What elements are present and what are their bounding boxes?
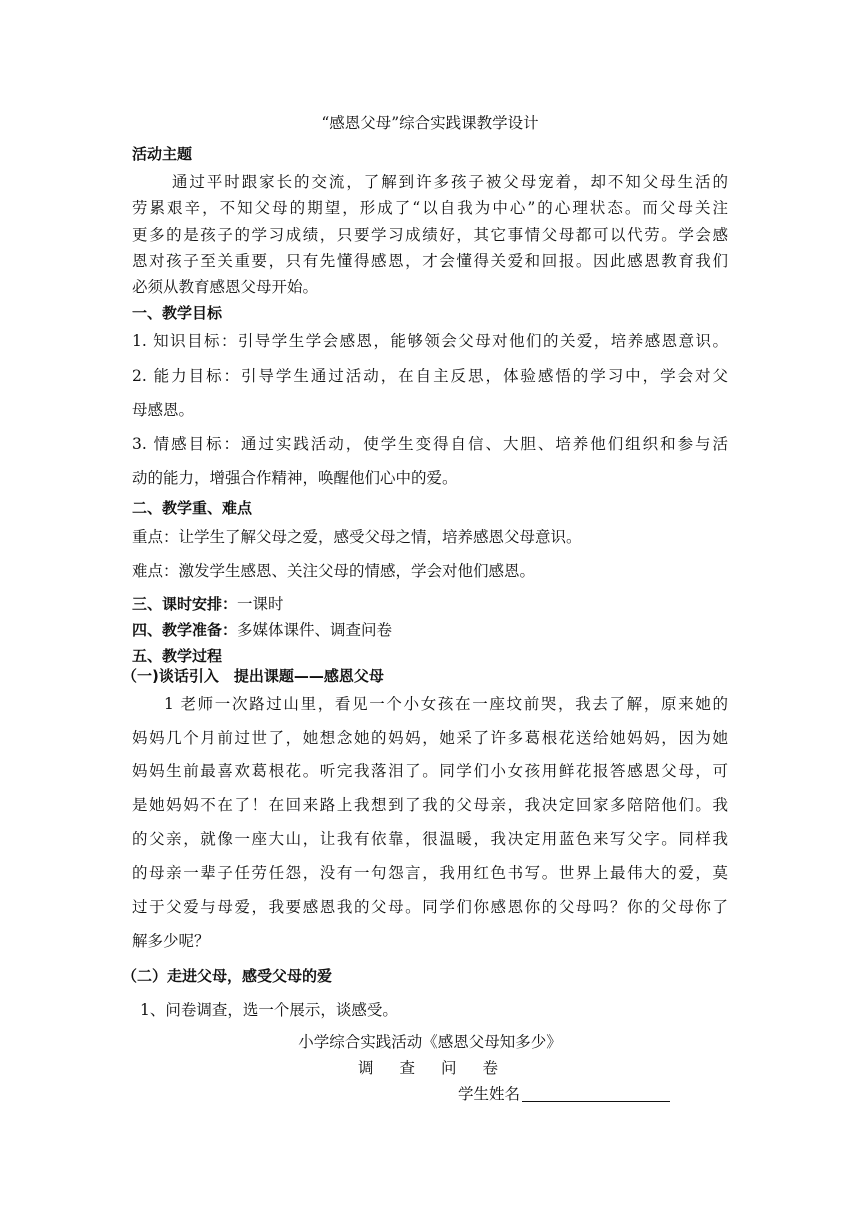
objective-knowledge: 1. 知识目标：引导学生学会感恩，能够领会父母对他们的关爱，培养感恩意识。: [132, 332, 728, 350]
objective-emotion: 3. 情感目标：通过实践活动，使学生变得自信、大胆、培养他们组织和参与活: [132, 435, 728, 453]
survey-subtitle: [358, 1058, 524, 1078]
objective-emotion-cont: 动的能力，增强合作精神，唤醒他们心中的爱。: [132, 469, 458, 487]
student-name-blank[interactable]: [522, 1086, 670, 1102]
story-line: 的母亲一辈子任劳任怨，没有一句怨言，我用红色书写。世界上最伟大的爱，莫: [132, 864, 728, 882]
objective-ability-cont: 母感恩。: [132, 401, 195, 419]
story-line: 过于父爱与母爱，我要感恩我的父母。同学们你感恩你的父母吗？你的父母你了: [132, 898, 728, 916]
activity-theme-line: 通过平时跟家长的交流，了解到许多孩子被父母宠着，却不知父母生活的: [172, 173, 728, 191]
story-line: 的父亲，就像一座大山，让我有依靠，很温暖，我决定用蓝色来写父字。同样我: [132, 830, 728, 848]
section3: [132, 594, 284, 614]
difficulty-point: 难点：激发学生感恩、关注父母的情感，学会对他们感恩。: [132, 562, 536, 580]
story-line: 解多少呢？: [132, 932, 210, 950]
part2-heading: （二）走进父母，感受父母的爱: [122, 967, 333, 985]
part2-item: 1、问卷调查，选一个展示，谈感受。: [140, 1001, 398, 1019]
section5-heading: 五、教学过程: [132, 647, 223, 665]
student-name-row: [458, 1084, 670, 1104]
activity-theme-heading: 活动主题: [132, 145, 193, 163]
survey-title: 小学综合实践活动《感恩父母知多少》: [298, 1033, 562, 1051]
section4: [132, 620, 392, 640]
survey-subtitle-text: 调查问卷: [358, 1059, 525, 1077]
part1-heading: （一)谈话引入 提出课题——感恩父母: [122, 667, 384, 685]
activity-theme-line: 劳累艰辛，不知父母的期望，形成了“以自我为中心”的心理状态。而父母关注: [132, 199, 728, 217]
story-line: 妈妈生前最喜欢葛根花。听完我落泪了。同学们小女孩用鲜花报答感恩父母，可: [132, 762, 728, 780]
activity-theme-line: 恩对孩子至关重要，只有先懂得感恩，才会懂得关爱和回报。因此感恩教育我们: [132, 252, 728, 270]
section4-value: 多媒体课件、调查问卷: [237, 621, 393, 639]
story-line: 1 老师一次路过山里，看见一个小女孩在一座坟前哭，我去了解，原来她的: [164, 695, 728, 713]
objective-ability: 2. 能力目标：引导学生通过活动，在自主反思，体验感悟的学习中，学会对父: [132, 367, 728, 385]
activity-theme-line: 更多的是孩子的学习成绩，只要学习成绩好，其它事情父母都可以代劳。学会感: [132, 226, 728, 244]
section2-heading: 二、教学重、难点: [132, 499, 253, 517]
section1-heading: 一、教学目标: [132, 304, 223, 322]
section4-heading: 四、教学准备：: [132, 621, 238, 639]
section3-heading: 三、课时安排：: [132, 595, 238, 613]
document-title: “感恩父母”综合实践课教学设计: [321, 114, 539, 132]
key-point: 重点：让学生了解父母之爱，感受父母之情，培养感恩父母意识。: [132, 528, 582, 546]
student-name-label: 学生姓名: [458, 1085, 521, 1103]
story-line: 妈妈几个月前过世了，她想念她的妈妈，她采了许多葛根花送给她妈妈，因为她: [132, 729, 728, 747]
story-line: 是她妈妈不在了！在回来路上我想到了我的父母亲，我决定回家多陪陪他们。我: [132, 796, 728, 814]
activity-theme-line: 必须从教育感恩父母开始。: [132, 278, 319, 296]
section3-value: 一课时: [237, 595, 284, 613]
